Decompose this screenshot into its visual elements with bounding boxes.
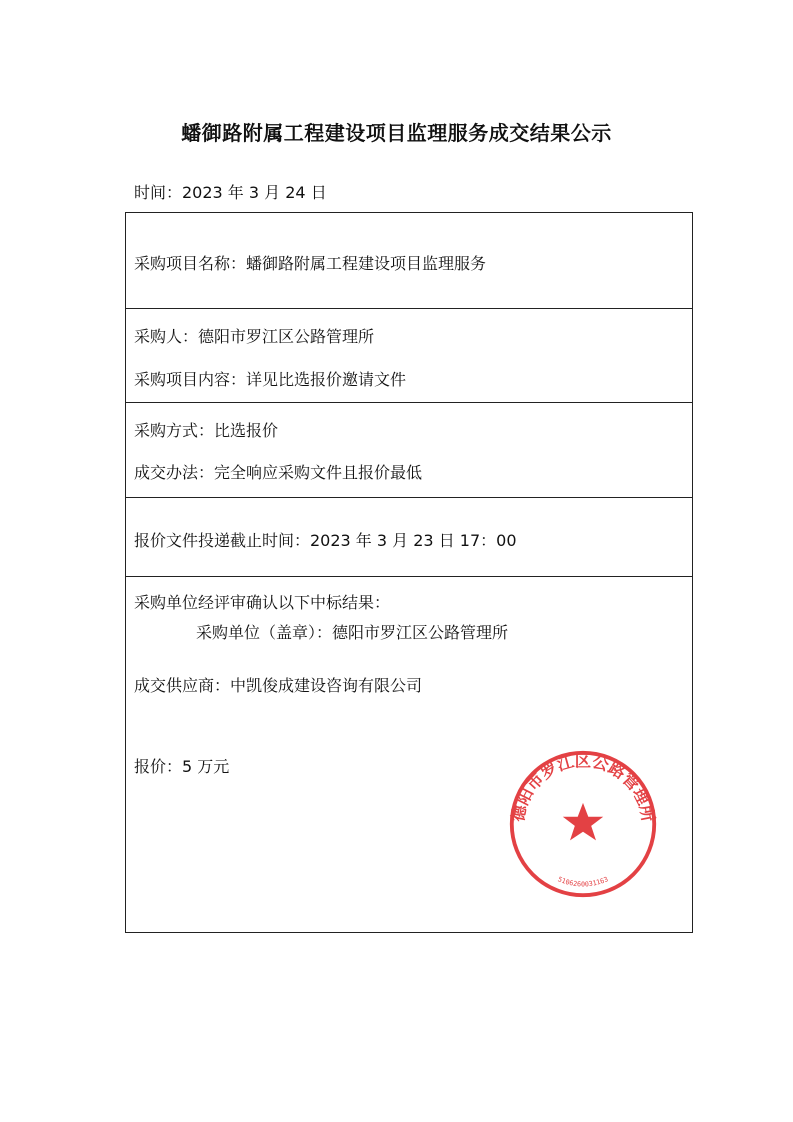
seal-arc-text: 德阳市罗江区公路管理所 xyxy=(508,751,658,824)
submission-deadline: 报价文件投递截止时间：2023 年 3 月 23 日 17：00 xyxy=(134,531,517,550)
project-name: 采购项目名称：蟠御路附属工程建设项目监理服务 xyxy=(134,254,487,273)
svg-text:5106260031163 xyxy=(557,875,610,888)
table-row-project xyxy=(126,213,692,309)
table-row-method xyxy=(126,403,692,498)
publish-date: 时间：2023 年 3 月 24 日 xyxy=(134,183,327,202)
official-seal-stamp xyxy=(506,747,660,901)
deal-rule: 成交办法：完全响应采购文件且报价最低 xyxy=(134,463,423,482)
winning-supplier: 成交供应商：中凯俊成建设咨询有限公司 xyxy=(134,676,423,695)
table-row-purchaser xyxy=(126,309,692,403)
seal-code-text: 5106260031163 xyxy=(556,875,610,889)
seal-star-icon xyxy=(563,803,603,841)
project-content: 采购项目内容：详见比选报价邀请文件 xyxy=(134,370,407,389)
document-title: 蟠御路附属工程建设项目监理服务成交结果公示 xyxy=(181,121,612,145)
review-result: 采购单位经评审确认以下中标结果： xyxy=(134,593,391,612)
purchaser: 采购人：德阳市罗江区公路管理所 xyxy=(134,327,375,346)
signature-line: 采购单位（盖章）：德阳市罗江区公路管理所 xyxy=(196,623,509,642)
procurement-method: 采购方式：比选报价 xyxy=(134,421,279,440)
table-row-deadline xyxy=(126,498,692,577)
quoted-price: 报价：5 万元 xyxy=(134,757,230,776)
